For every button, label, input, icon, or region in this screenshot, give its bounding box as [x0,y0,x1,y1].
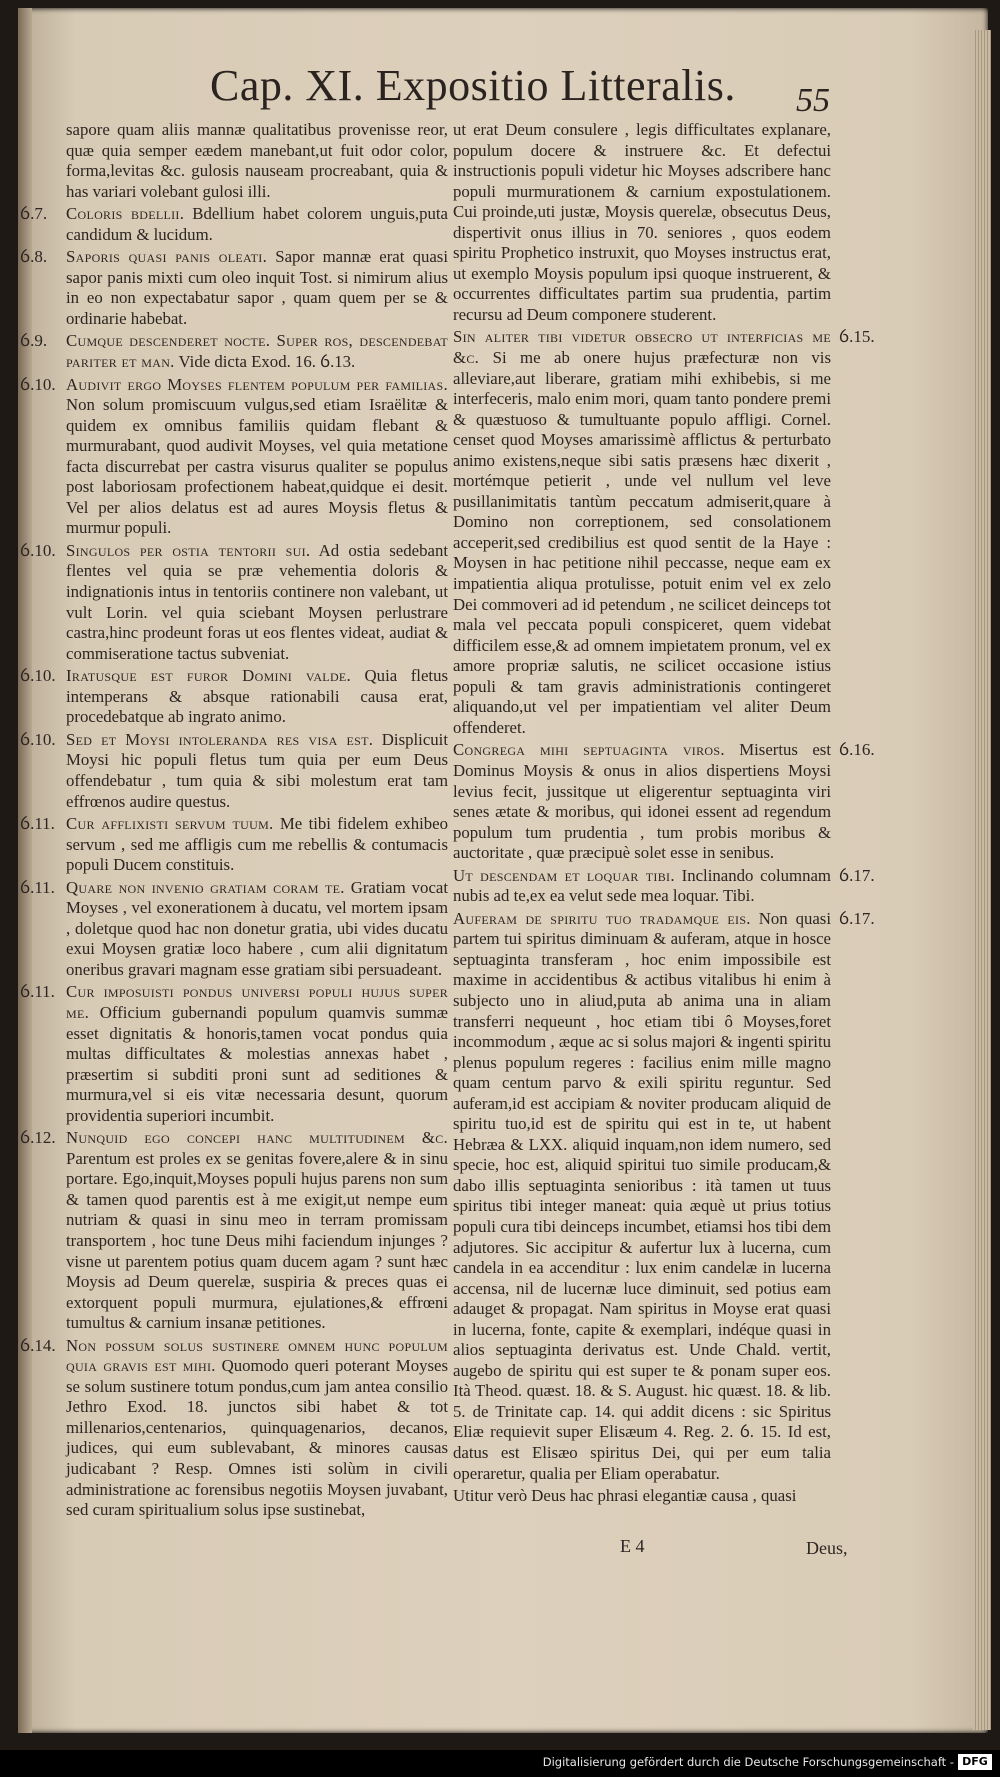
text-paragraph [20,814,448,876]
text-paragraph [20,1335,448,1521]
verse-reference: ỽ.11. [20,814,55,834]
paragraph-text: Gratiam vocat Moyses , vel exonerationem à ducatu, vel mortem ipsam , doletque quod hac non donetur gratia, ubi vides ducatu exui Moysen gratiæ loco habere , cum alii dignitatum oneribus gravari magnam esse gratiam sibi persuadeant. [66,877,449,979]
lemma-heading: Singulos per ostia tentorii sui. [66,540,311,560]
lemma-heading: Non possum solus sustinere omnem hunc populum quia gravis est mihi. [66,1335,448,1376]
paragraph-text: Quomodo queri poterant Moyses se solum sustinere totum pondus,cum jam antea consilio Jethro Exod. 18. junctos sibi habet & tot millenarios,centenarios, quinquagenarios, decanos, judices, qui eum sublevabant, & minores causas judicabant ? Resp. Omnes isti solùm in civili administratione ac forensibus negotiis Moysen juvabant, sed curam spiritualium solus ipse sustinebat, [66,1356,448,1520]
paragraph-text: sapore quam aliis mannæ qualitatibus provenisse reor, quæ quia semper eædem manebant,ut fuit odor color, forma,levitas &c. gulosis nauseam procreabant, quia & has variari volebant gulosi illi. [66,120,448,201]
paragraph-text: Non solum promiscuum vulgus,sed etiam Israëlitæ & quidem ex omnibus familiis quidam flebant & murmurabant, quod audivit Moyses, vel quia metatione facta discurrebat per castra visurus qualiter se populus post laboriosam profectionem habeat,quidque ei desit. Vel per alios delatus est ad aures Moysis fletus & murmur populi. [66,395,448,538]
right-column [453,120,875,1509]
signature-mark: E 4 [620,1536,645,1556]
lemma-heading: Cumque descenderet nocte. Super ros, descendebat pariter et man. [66,331,448,372]
paragraph-text: Si me ab onere hujus præfecturæ non vis alleviare,aut liberare, gratiam mihi exhibebis, si me interfeceris, malo enim mori, quam tanto pondere premi & quæstuoso & tumultuante populo affligi. Cornel. censet quod Moyses amarissimè afflictus & perturbato animo existens,neque sibi satis præsens hæc dixerit , mortémque petierit , unde vel nullum vel leve pusillanimitatis tantùm peccatum admiserit,quare à Domino non correptionem, sed consolationem acceperit,sed credibilius est quod sentit de la Haye : Moysen in hac petitione nihil peccasse, neque eam ex impatientia aliqua protulisse, potuit enim vel ex zelo Dei commoveri ad id petendum , ne scilicet deinceps tot mala vel peccata populi conspiceret, quem videbat difficilem esse,& ad omnem impietatem pronum, vel ex amore propriæ salutis, ne scilicet occasione istius populi & tam gravis administrationis contingeret aliquando,ut vel per impatientiam vel aliter Deum offenderet. [453,348,831,737]
lemma-heading: Quare non invenio gratiam coram te. [66,877,345,897]
paragraph-text: ut erat Deum consulere , legis difficultates explanare, populum docere & instruere &c. Et defectui instructionis populi videtur hic Moyses adscribere hanc populi murmurationem & carnium expostulationem. Cui proinde,uti justæ, Moysis querelæ, obsecutus Deus, dispertivit onus illius in 70. seniores , quos eodem spiritu Prophetico instruxit, quo Moyses instructus erat, ut exemplo Moysis populum ipsi quoque instruerent, & occurrentes difficultates partim sua prudentia, partim recursu ad Deum componere studerent. [453,120,831,324]
left-column [20,120,449,1523]
text-paragraph [20,331,448,372]
paragraph-text: Vide dicta Exod. 16. ỽ.13. [174,352,356,372]
paragraph-text: Officium gubernandi populum quamvis summæ esset dignitatis & honoris,tamen vocat pondus quia multas difficultates & molestias annexas habet , præsertim si subditi proni sunt ad seditiones & murmura,vel si eis vitæ necessaria desunt, quorum providentia superiori incumbit. [66,1002,448,1125]
paragraph-text: Inclinando columnam nubis ad te,ex ea velut sede mea loquar. Tibi. [453,865,831,906]
running-title: Cap. XI. Expositio Litteralis. [210,61,736,110]
verse-reference: ỽ.11. [20,982,55,1002]
paragraph-text: Sapor mannæ erat quasi sapor panis mixti cum oleo inquit Tost. si nimirum alius in eo non expectabatur sapor , quam quem per se & ordinarie habebat. [66,247,448,328]
verse-reference: ỽ.10. [20,666,56,686]
paragraph-text: Me tibi fidelem exhibeo servum , sed me affligis cum me rebellis & contumacis populi Ducem constituis. [66,814,448,875]
lemma-heading: Iratusque est furor Domini valde. [66,666,352,686]
lemma-heading: Coloris bdellii. [66,204,185,224]
verse-reference: ỽ.10. [20,729,56,749]
text-paragraph [20,729,448,812]
lemma-heading: Sin aliter tibi videtur obsecro ut interficias me &c. [453,327,831,368]
digitization-credit-bar [0,1750,1000,1777]
text-paragraph [453,1486,831,1507]
verse-reference: ỽ.17. [839,908,875,928]
text-paragraph [20,982,448,1126]
paragraph-text: Ad ostia sedebant flentes vel quia se præ vehementia doloris & indignationis intus in tentoriis continere non valebant, ut vult Lorin. vel quia sciebant Moysen perlustrare castra,hinc prodeunt foras ut eos flentes videat, audiat & commiseratione tactus subveniat. [66,540,448,663]
verse-reference: ỽ.7. [20,204,48,224]
text-paragraph [20,666,448,728]
paragraph-text: Quia fletus intemperans & absque rationabili causa erat, procedebatque ab ingrato animo. [66,666,448,727]
text-paragraph [20,540,448,664]
lemma-heading: Auferam de spiritu tuo tradamque eis. [453,908,751,928]
paragraph-text: Parentum est proles ex se genitas fovere,alere & in sinu portare. Ego,inquit,Moyses populi hujus parens non sum & tamen quod parentis est à me exigit,ut nempe eum nutriam & quasi in sinu meo in terram promissam transportem , hoc tune Deus mihi faciendum injunges ? visne ut parentem potius quam ducem agam ? sunt hæc Moysis ad Deum querelæ, suspiria & preces quas ei extorquent populi murmura, ejulationes,& effrœni tumultus & carnium insanæ petitiones. [66,1148,448,1333]
paragraph-text: Displicuit Moysi hic populi fletus tum quia per eum Deus offendebatur , tum quia & sibi molestum erat tam effrœnos audire questus. [66,729,448,811]
verse-reference: ỽ.15. [839,327,875,347]
verse-reference: ỽ.14. [20,1335,56,1355]
text-paragraph [453,865,875,907]
lemma-heading: Sed et Moysi intoleranda res visa est. [66,729,374,749]
text-paragraph [453,740,875,863]
lemma-heading: Nunquid ego concepi hanc multitudinem &c. [66,1128,448,1148]
paragraph-text: Bdellium habet colorem unguis,puta candidum & lucidum. [66,204,448,244]
text-paragraph [20,204,448,245]
credit-text: Digitalisierung gefördert durch die Deutsche Forschungsgemeinschaft - [542,1755,954,1769]
verse-reference: ỽ.9. [20,331,48,351]
paragraph-text: Utitur verò Deus hac phrasi elegantiæ causa , quasi [453,1486,797,1506]
dfg-logo: DFG [958,1754,992,1770]
verse-reference: ỽ.10. [20,374,56,394]
text-paragraph [20,877,449,981]
verse-reference: ỽ.12. [20,1128,56,1148]
lemma-heading: Cur afflixisti servum tuum. [66,814,274,834]
lemma-heading: Congrega mihi septuaginta viros. [453,740,725,760]
catchword: Deus, [806,1538,848,1558]
lemma-heading: Cur imposuisti pondus universi populi hujus super me. [66,982,448,1022]
verse-reference: ỽ.11. [20,877,55,897]
verse-reference: ỽ.16. [839,740,875,760]
lemma-heading: Audivit ergo Moyses flentem populum per familias. [66,374,448,394]
page-header [0,60,1000,120]
lemma-heading: Saporis quasi panis oleati. [66,247,268,267]
verse-reference: ỽ.17. [839,865,875,885]
text-paragraph [66,120,448,202]
text-paragraph [453,120,831,325]
text-paragraph [20,247,448,329]
paragraph-text: Non quasi partem tui spiritus diminuam & auferam, atque in hosce septuaginta transferam , hoc enim impossibile est maxime in accidentibus & actibus vitalibus hi enim à subjecto uno in aliud,puta ab anima una in aliam transferri nequeunt , hoc etiam tibi ô Moyses,foret incommodum , æque ac si solus majori & ingenti spiritu plenus populum regeres : facilius enim mille magno quam centum parvo & exili spiritu reguntur. Sed auferam,id est accipiam & noviter producam aliquid de spiritu tuo,id est de spiritu qui est in te, ut habent Hebræa & LXX. aliquid inquam,non idem numero, sed specie, hoc est, aliquid spiritui tuo simile producam,& dabo illis septuaginta senioribus : ità tamen ut tuus spiritus tibi integer maneat: quia æquè ut prius totius populi cura tibi deinceps incumbet, etiamsi hos tibi dem adjutores. Sic accipitur & aufertur lux à lucerna, cum candela in ea accenditur : lux enim candelæ in lucerna accensa, nil de lucernæ luce diminuit, sed potius eam adauget & propagat. Nam spiritus in Moyse erat quasi in lucerna, fonte, capite & exemplari, indéque quasi in alios septuaginta derivatus est. Unde Chald. vertit, augebo de spiritu qui est super te & ponam super eos. Ità Theod. quæst. 18. & S. August. hic quæst. 18. & lib. 5. de Trinitate cap. 14. qui addit dicens : sic Spiritus Eliæ requievit super Elisæum 4. Reg. 2. ỽ. 15. Id est, datus est Elisæo spiritus Dei, qui per eum talia operaretur, qualia per Eliam operabatur. [453,908,832,1483]
text-paragraph [453,327,875,738]
text-paragraph [20,1128,448,1333]
paragraph-text: Misertus est Dominus Moysis & onus in alios dispertiens Moysi levius fecit, jussitque ut eligerentur septuaginta viri senes ætate & moribus, qui idonei essent ad regendum populum tum prudentia , tum probis moribus & auctoritate , quæ præcipuè solet esse in senibus. [453,740,831,863]
page-edge [973,30,991,1730]
text-paragraph [453,908,875,1484]
verse-reference: ỽ.8. [20,247,48,267]
verse-reference: ỽ.10. [20,540,56,560]
text-paragraph [20,374,448,539]
lemma-heading: Ut descendam et loquar tibi. [453,865,675,885]
page-number: 55 [796,82,830,119]
